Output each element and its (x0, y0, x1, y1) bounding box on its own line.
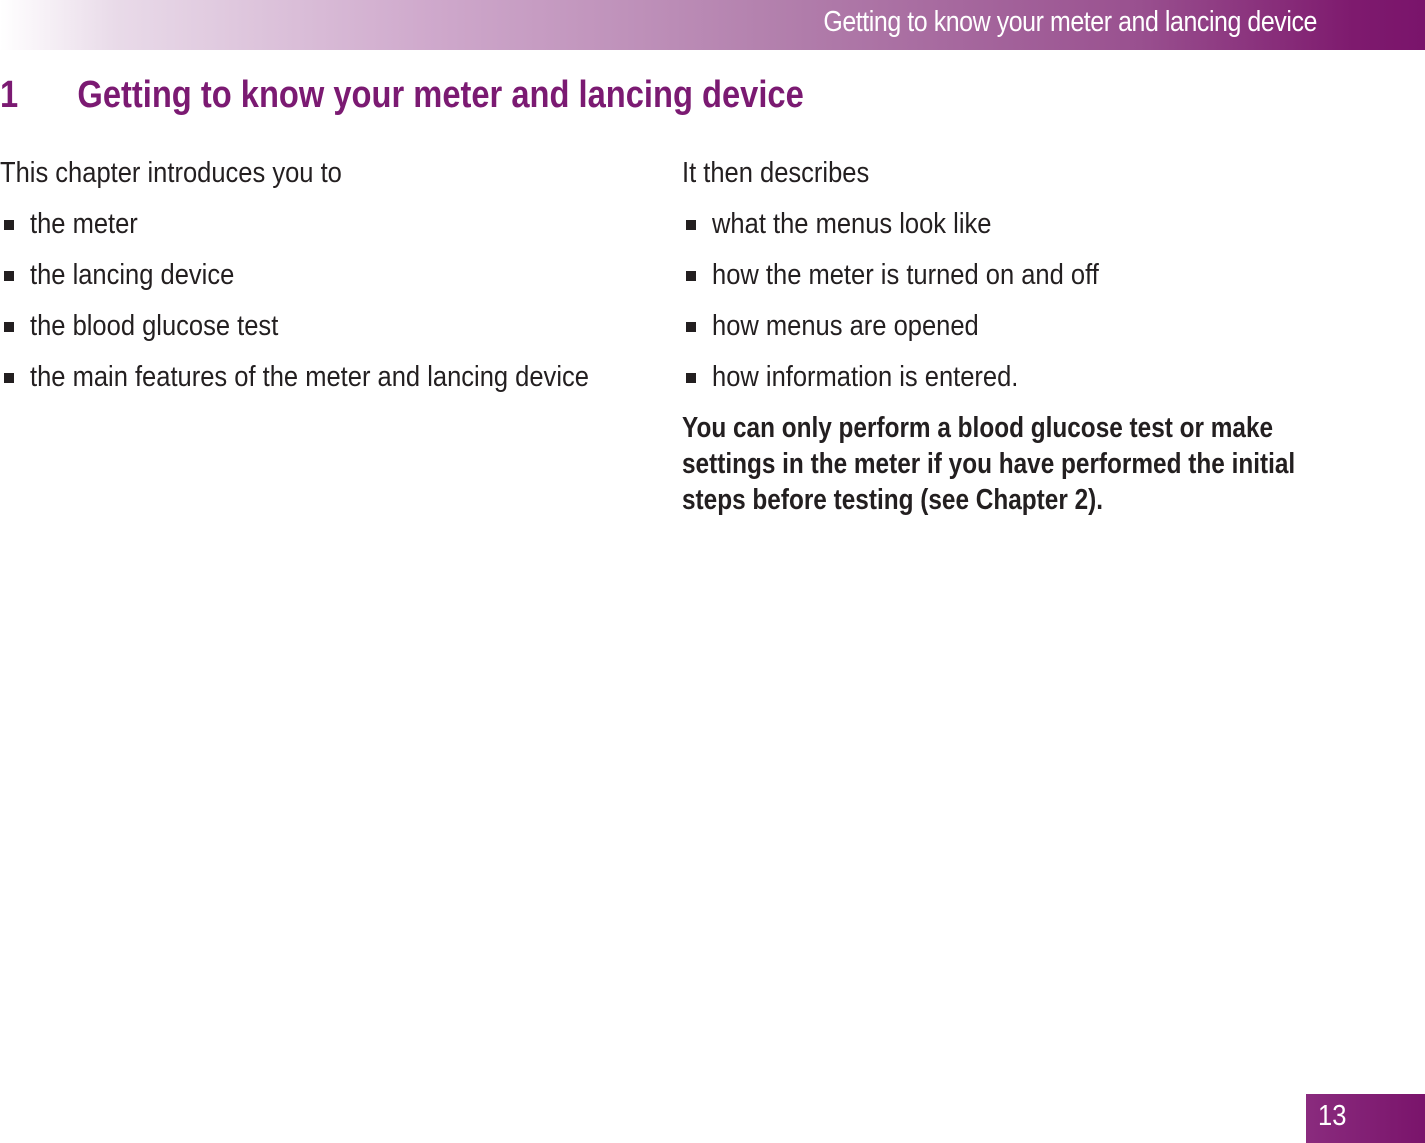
square-bullet-icon (4, 322, 14, 332)
page-number-box (1306, 1094, 1425, 1143)
square-bullet-icon (4, 220, 14, 230)
right-column (682, 155, 1362, 518)
list-item: how the meter is turned on and off (682, 257, 1362, 293)
right-intro: It then describes (682, 157, 870, 189)
page-number: 13 (1318, 1100, 1347, 1132)
important-note: You can only perform a blood glucose test or make settings in the meter if you have performed the initial steps before testing (see Chapter 2). (682, 412, 1296, 516)
list-item: the lancing device (0, 257, 640, 293)
list-item: how menus are opened (682, 308, 1362, 344)
square-bullet-icon (4, 271, 14, 281)
left-bullet-list (0, 206, 640, 395)
list-item: the meter (0, 206, 640, 242)
chapter-number: 1 (0, 74, 19, 116)
list-item: how information is entered. (682, 359, 1362, 395)
list-item: the main features of the meter and lancing device (0, 359, 640, 395)
list-item: what the menus look like (682, 206, 1362, 242)
square-bullet-icon (686, 220, 696, 230)
square-bullet-icon (686, 373, 696, 383)
list-item: the blood glucose test (0, 308, 640, 344)
running-title: Getting to know your meter and lancing device (823, 6, 1317, 38)
chapter-heading (0, 74, 804, 117)
left-intro: This chapter introduces you to (0, 157, 342, 189)
square-bullet-icon (686, 322, 696, 332)
square-bullet-icon (4, 373, 14, 383)
right-bullet-list (682, 206, 1362, 395)
square-bullet-icon (686, 271, 696, 281)
chapter-title: Getting to know your meter and lancing device (77, 74, 804, 116)
left-column (0, 155, 640, 410)
header-band (0, 0, 1425, 50)
